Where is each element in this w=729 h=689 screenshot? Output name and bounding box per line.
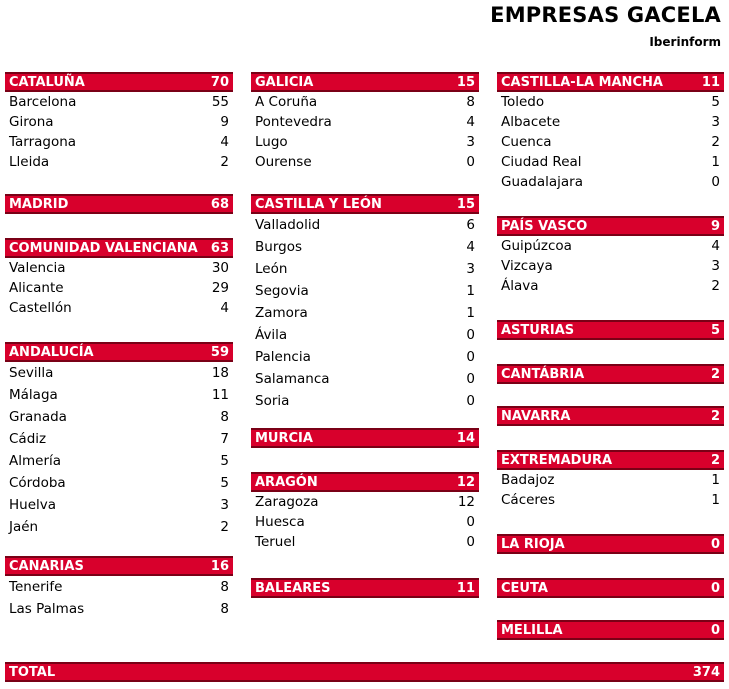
province-count: 0: [466, 327, 475, 343]
region-total: 63: [210, 240, 229, 256]
province-row: [251, 214, 479, 236]
region-name: MADRID: [9, 196, 69, 212]
region-name: CEUTA: [501, 580, 548, 596]
region-name: LA RIOJA: [501, 536, 565, 552]
province-row: [251, 258, 479, 280]
province-row: [251, 492, 479, 512]
region-section: [5, 194, 233, 214]
province-row: [5, 258, 233, 278]
region-name: CATALUÑA: [9, 74, 85, 90]
region-header: [497, 72, 724, 92]
province-count: 4: [466, 114, 475, 130]
region-header: [251, 194, 479, 214]
region-header: [251, 578, 479, 598]
province-row: [497, 132, 724, 152]
province-name: Cádiz: [9, 431, 47, 447]
province-row: [251, 302, 479, 324]
region-name: NAVARRA: [501, 408, 571, 424]
region-total: 0: [710, 536, 720, 552]
province-row: [5, 494, 233, 516]
province-name: Lleida: [9, 154, 50, 170]
province-row: [251, 512, 479, 532]
region-total: 2: [710, 366, 720, 382]
province-row: [5, 362, 233, 384]
province-row: [497, 256, 724, 276]
region-name: ASTURIAS: [501, 322, 575, 338]
province-name: A Coruña: [255, 94, 318, 110]
region-total: 2: [710, 408, 720, 424]
region-name: CANTÁBRIA: [501, 366, 585, 382]
region-header: [497, 450, 724, 470]
province-name: Guadalajara: [501, 174, 584, 190]
province-row: [5, 598, 233, 620]
province-name: León: [255, 261, 288, 277]
province-count: 0: [466, 534, 475, 550]
region-section: [497, 216, 724, 296]
province-name: Cáceres: [501, 492, 556, 508]
province-count: 55: [211, 94, 229, 110]
region-name: CANARIAS: [9, 558, 84, 574]
source-label: Iberinform: [649, 35, 721, 49]
region-name: MURCIA: [255, 430, 313, 446]
region-section: [497, 320, 724, 340]
province-count: 0: [466, 393, 475, 409]
region-section: [251, 194, 479, 412]
region-total: 12: [456, 474, 475, 490]
province-row: [251, 92, 479, 112]
province-count: 18: [211, 365, 229, 381]
region-total: 11: [456, 580, 475, 596]
province-count: 6: [466, 217, 475, 233]
province-count: 5: [220, 453, 229, 469]
region-name: PAÍS VASCO: [501, 218, 588, 234]
province-row: [497, 470, 724, 490]
province-row: [251, 280, 479, 302]
province-name: Lugo: [255, 134, 288, 150]
region-header: [251, 472, 479, 492]
province-name: Las Palmas: [9, 601, 85, 617]
region-section: [5, 72, 233, 172]
province-name: Ávila: [255, 327, 288, 343]
province-name: Ourense: [255, 154, 312, 170]
province-name: Guipúzcoa: [501, 238, 572, 254]
province-count: 9: [220, 114, 229, 130]
region-name: CASTILLA-LA MANCHA: [501, 74, 663, 90]
province-row: [5, 92, 233, 112]
province-row: [497, 152, 724, 172]
province-name: Burgos: [255, 239, 302, 255]
province-name: Soria: [255, 393, 290, 409]
province-row: [251, 368, 479, 390]
province-name: Girona: [9, 114, 54, 130]
province-row: [497, 276, 724, 296]
region-total: 2: [710, 452, 720, 468]
province-name: Zamora: [255, 305, 308, 321]
region-section: [497, 364, 724, 384]
province-count: 1: [711, 492, 720, 508]
province-row: [5, 472, 233, 494]
region-section: [251, 578, 479, 598]
province-count: 30: [211, 260, 229, 276]
region-name: EXTREMADURA: [501, 452, 613, 468]
province-row: [251, 324, 479, 346]
region-section: [497, 620, 724, 640]
province-row: [497, 112, 724, 132]
province-row: [5, 278, 233, 298]
region-header: [251, 72, 479, 92]
region-total: 70: [210, 74, 229, 90]
province-count: 3: [466, 134, 475, 150]
province-name: Almería: [9, 453, 62, 469]
region-name: COMUNIDAD VALENCIANA: [9, 240, 198, 256]
province-name: Huesca: [255, 514, 305, 530]
province-count: 3: [711, 114, 720, 130]
province-row: [497, 172, 724, 192]
province-row: [251, 346, 479, 368]
province-count: 2: [220, 154, 229, 170]
region-section: [251, 472, 479, 552]
province-row: [251, 132, 479, 152]
total-row: [5, 662, 724, 682]
province-count: 3: [220, 497, 229, 513]
province-name: Salamanca: [255, 371, 330, 387]
province-row: [251, 532, 479, 552]
province-row: [5, 384, 233, 406]
province-count: 11: [211, 387, 229, 403]
region-total: 9: [710, 218, 720, 234]
province-name: Zaragoza: [255, 494, 319, 510]
region-header: [497, 364, 724, 384]
region-header: [497, 406, 724, 426]
province-name: Valladolid: [255, 217, 321, 233]
region-total: 14: [456, 430, 475, 446]
province-name: Vizcaya: [501, 258, 553, 274]
province-row: [5, 132, 233, 152]
province-count: 2: [220, 519, 229, 535]
region-header: [5, 556, 233, 576]
total-value: 374: [692, 664, 720, 680]
province-count: 1: [711, 472, 720, 488]
region-section: [497, 534, 724, 554]
province-count: 4: [711, 238, 720, 254]
region-name: GALICIA: [255, 74, 314, 90]
province-name: Tarragona: [9, 134, 77, 150]
province-row: [5, 406, 233, 428]
province-count: 2: [711, 134, 720, 150]
region-total: 59: [210, 344, 229, 360]
province-name: Pontevedra: [255, 114, 332, 130]
province-row: [5, 428, 233, 450]
province-count: 3: [711, 258, 720, 274]
province-name: Tenerife: [9, 579, 63, 595]
province-name: Teruel: [255, 534, 296, 550]
province-count: 3: [466, 261, 475, 277]
province-count: 4: [466, 239, 475, 255]
province-name: Sevilla: [9, 365, 54, 381]
province-name: Granada: [9, 409, 67, 425]
province-row: [5, 576, 233, 598]
region-section: [5, 556, 233, 620]
region-total: 16: [210, 558, 229, 574]
province-row: [5, 450, 233, 472]
province-row: [497, 92, 724, 112]
region-name: ANDALUCÍA: [9, 344, 94, 360]
province-row: [5, 298, 233, 318]
region-name: ARAGÓN: [255, 474, 318, 490]
region-section: [251, 428, 479, 448]
province-name: Castellón: [9, 300, 72, 316]
region-header: [497, 620, 724, 640]
region-name: BALEARES: [255, 580, 331, 596]
province-name: Alicante: [9, 280, 64, 296]
province-name: Jaén: [9, 519, 39, 535]
province-name: Segovia: [255, 283, 309, 299]
region-total: 11: [701, 74, 720, 90]
province-count: 29: [211, 280, 229, 296]
province-row: [5, 516, 233, 538]
region-header: [5, 238, 233, 258]
region-header: [5, 342, 233, 362]
province-name: Málaga: [9, 387, 58, 403]
province-count: 0: [466, 371, 475, 387]
province-name: Albacete: [501, 114, 561, 130]
province-count: 4: [220, 134, 229, 150]
province-count: 5: [220, 475, 229, 491]
province-name: Badajoz: [501, 472, 555, 488]
province-count: 12: [457, 494, 475, 510]
province-name: Huelva: [9, 497, 57, 513]
region-name: CASTILLA Y LEÓN: [255, 196, 382, 212]
region-header: [5, 72, 233, 92]
region-name: MELILLA: [501, 622, 563, 638]
region-header: [497, 578, 724, 598]
region-total: 0: [710, 580, 720, 596]
region-total: 0: [710, 622, 720, 638]
province-row: [251, 152, 479, 172]
page-title: EMPRESAS GACELA: [490, 3, 721, 27]
province-count: 0: [466, 154, 475, 170]
region-header: [497, 534, 724, 554]
province-name: Toledo: [501, 94, 545, 110]
region-section: [497, 450, 724, 510]
province-count: 0: [466, 514, 475, 530]
province-name: Valencia: [9, 260, 66, 276]
province-row: [251, 112, 479, 132]
province-name: Barcelona: [9, 94, 77, 110]
province-count: 1: [466, 283, 475, 299]
region-section: [251, 72, 479, 172]
region-header: [497, 216, 724, 236]
province-count: 8: [220, 579, 229, 595]
province-row: [5, 152, 233, 172]
region-header: [5, 194, 233, 214]
province-count: 1: [466, 305, 475, 321]
province-count: 0: [711, 174, 720, 190]
region-header: [497, 320, 724, 340]
province-count: 0: [466, 349, 475, 365]
province-count: 5: [711, 94, 720, 110]
province-row: [497, 236, 724, 256]
province-row: [251, 236, 479, 258]
province-row: [251, 390, 479, 412]
region-section: [5, 238, 233, 318]
region-total: 5: [710, 322, 720, 338]
province-count: 4: [220, 300, 229, 316]
province-name: Cuenca: [501, 134, 552, 150]
province-name: Palencia: [255, 349, 311, 365]
province-count: 2: [711, 278, 720, 294]
province-count: 1: [711, 154, 720, 170]
total-label: TOTAL: [9, 664, 56, 680]
province-count: 7: [220, 431, 229, 447]
region-section: [497, 578, 724, 598]
region-section: [497, 72, 724, 192]
region-section: [497, 406, 724, 426]
province-row: [5, 112, 233, 132]
province-row: [497, 490, 724, 510]
region-total: 15: [456, 196, 475, 212]
region-total: 68: [210, 196, 229, 212]
province-name: Álava: [501, 278, 539, 294]
province-count: 8: [220, 409, 229, 425]
province-name: Córdoba: [9, 475, 66, 491]
region-header: [251, 428, 479, 448]
region-section: [5, 342, 233, 538]
region-total: 15: [456, 74, 475, 90]
province-count: 8: [220, 601, 229, 617]
province-count: 8: [466, 94, 475, 110]
province-name: Ciudad Real: [501, 154, 582, 170]
